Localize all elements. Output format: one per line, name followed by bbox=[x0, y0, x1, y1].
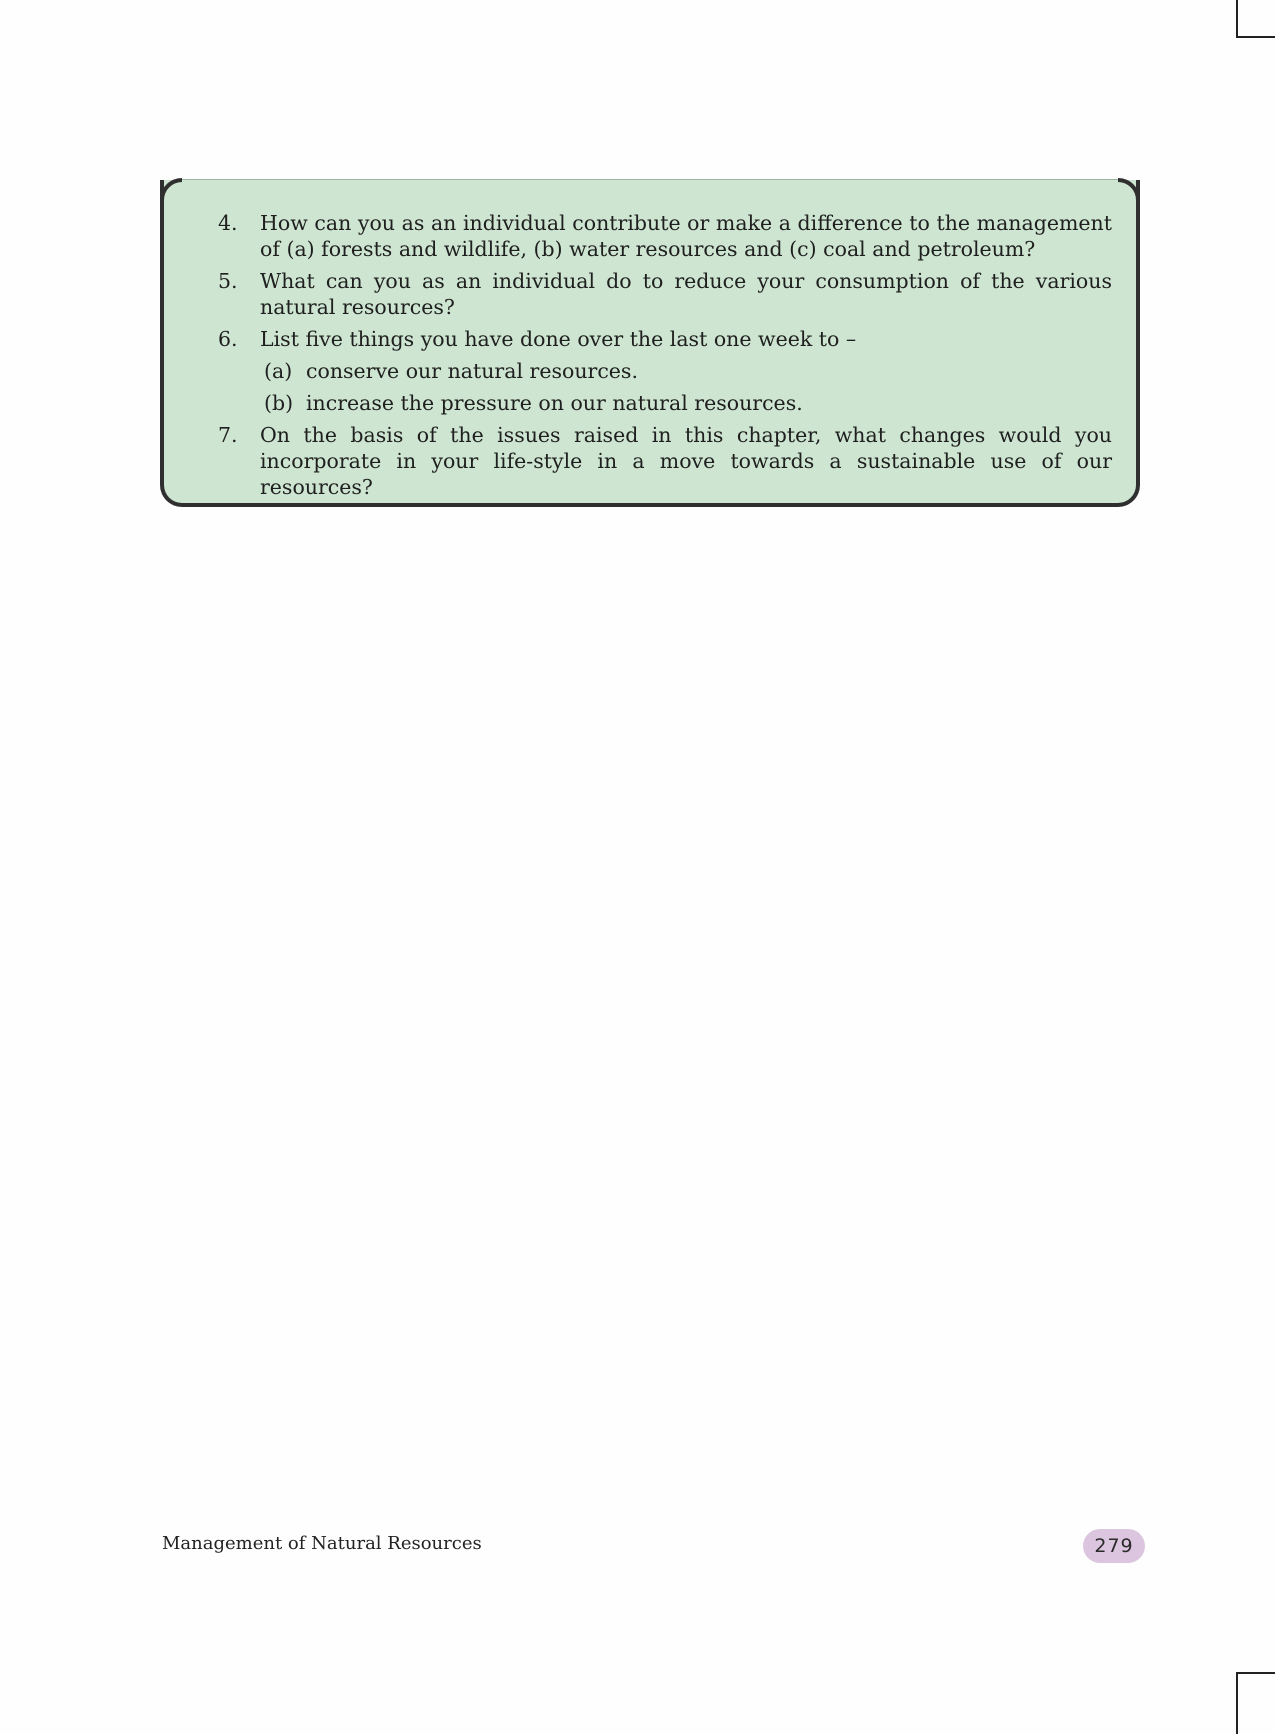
question-item bbox=[218, 210, 1112, 262]
question-number: 4. bbox=[218, 211, 238, 235]
sub-question-list bbox=[264, 358, 1112, 416]
question-text: What can you as an individual do to reduce your consumption of the various natural resources? bbox=[260, 269, 1112, 319]
question-list bbox=[218, 210, 1112, 506]
question-text: On the basis of the issues raised in this chapter, what changes would you incorporate in your life-style in a move towards a sustainable use of our resources? bbox=[260, 423, 1112, 499]
box-corner-right bbox=[1118, 178, 1140, 200]
box-corner-left bbox=[160, 178, 182, 200]
sub-question-item bbox=[264, 390, 1112, 416]
footer-chapter-title: Management of Natural Resources bbox=[162, 1533, 482, 1554]
crop-mark-bottom bbox=[1236, 1672, 1275, 1734]
sub-question-text: increase the pressure on our natural resources. bbox=[306, 391, 803, 415]
sub-question-label: (a) bbox=[264, 359, 293, 383]
question-number: 5. bbox=[218, 269, 238, 293]
page-number-badge: 279 bbox=[1083, 1529, 1145, 1563]
exercise-box bbox=[160, 180, 1140, 507]
question-number: 6. bbox=[218, 327, 238, 351]
sub-question-text: conserve our natural resources. bbox=[306, 359, 638, 383]
sub-question-label: (b) bbox=[264, 391, 294, 415]
question-item bbox=[218, 268, 1112, 320]
question-text: How can you as an individual contribute or make a difference to the management of (a) forests and wildlife, (b) water resources and (c) coal and petroleum? bbox=[260, 211, 1112, 261]
sub-question-item bbox=[264, 358, 1112, 384]
question-text: List five things you have done over the last one week to – bbox=[260, 327, 857, 351]
question-item bbox=[218, 326, 1112, 352]
crop-mark-top bbox=[1236, 0, 1275, 38]
question-item bbox=[218, 422, 1112, 500]
question-number: 7. bbox=[218, 423, 238, 447]
box-top-edge bbox=[182, 179, 1118, 180]
